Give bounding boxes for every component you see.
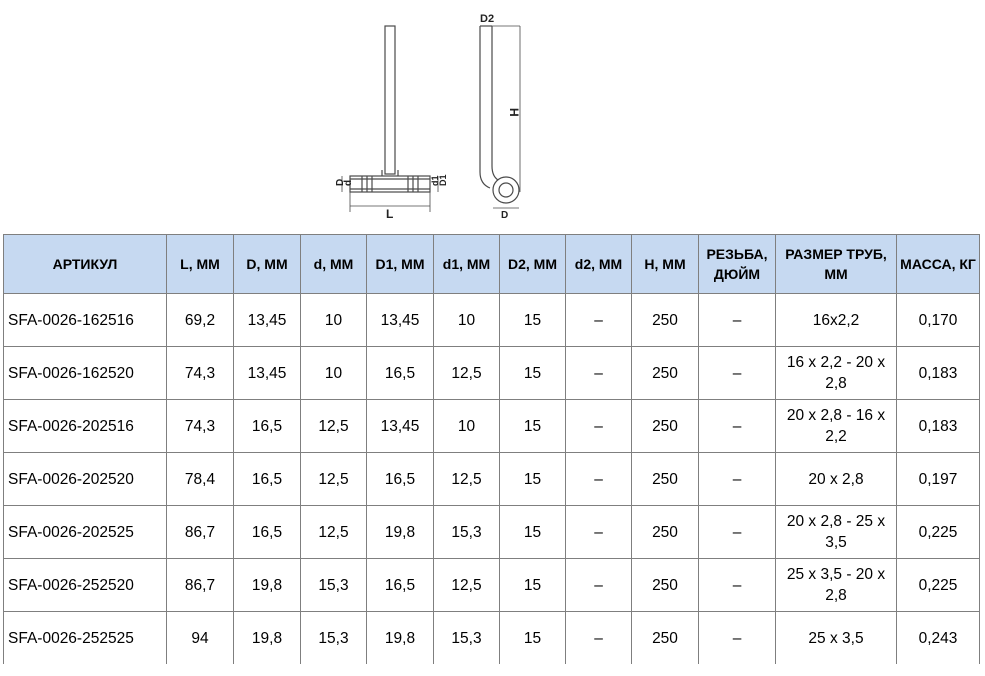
table-cell: 19,8 (367, 612, 434, 665)
table-cell: – (566, 347, 632, 400)
table-cell: – (566, 294, 632, 347)
table-cell: 250 (632, 347, 699, 400)
article-cell: SFA-0026-252520 (4, 559, 167, 612)
table-cell: 78,4 (167, 453, 234, 506)
technical-drawing (320, 4, 550, 220)
header-cell: D, ММ (234, 235, 301, 294)
table-cell: 15,3 (301, 559, 367, 612)
label-front-d-outer: D (335, 178, 346, 186)
table-cell: – (566, 559, 632, 612)
table-cell: 250 (632, 506, 699, 559)
table-cell: 94 (167, 612, 234, 665)
header-cell: МАССА, КГ (897, 235, 980, 294)
table-cell: 16,5 (234, 506, 301, 559)
table-cell: 0,183 (897, 347, 980, 400)
label-front-l: L (386, 207, 394, 220)
table-cell: 16,5 (234, 400, 301, 453)
table-cell: 12,5 (434, 559, 500, 612)
table-cell: 25 х 3,5 - 20 х 2,8 (776, 559, 897, 612)
article-cell: SFA-0026-202520 (4, 453, 167, 506)
table-cell: 15 (500, 453, 566, 506)
header-cell: D1, ММ (367, 235, 434, 294)
header-cell: РАЗМЕР ТРУБ, ММ (776, 235, 897, 294)
table-cell: 69,2 (167, 294, 234, 347)
table-cell: 0,183 (897, 400, 980, 453)
table-cell: 19,8 (367, 506, 434, 559)
table-cell: – (566, 612, 632, 665)
table-cell: 0,197 (897, 453, 980, 506)
table-cell: 0,170 (897, 294, 980, 347)
table-cell: 13,45 (367, 400, 434, 453)
table-cell: 12,5 (301, 400, 367, 453)
table-cell: 13,45 (234, 294, 301, 347)
table-cell: 13,45 (367, 294, 434, 347)
front-view (342, 26, 438, 212)
table-cell: 16,5 (367, 347, 434, 400)
header-cell: РЕЗЬБА, ДЮЙМ (699, 235, 776, 294)
label-side-d: D (501, 210, 509, 220)
header-cell: АРТИКУЛ (4, 235, 167, 294)
table-cell: 16,5 (234, 453, 301, 506)
table-row (4, 400, 980, 453)
table-cell: 0,243 (897, 612, 980, 665)
table-cell: 20 х 2,8 (776, 453, 897, 506)
article-cell: SFA-0026-162516 (4, 294, 167, 347)
table-cell: 12,5 (301, 453, 367, 506)
table-cell: 13,45 (234, 347, 301, 400)
table-cell: – (566, 400, 632, 453)
table-cell: – (566, 453, 632, 506)
table-cell: 0,225 (897, 506, 980, 559)
label-side-d2: D2 (480, 13, 495, 25)
table-cell: – (699, 294, 776, 347)
table-cell: 12,5 (434, 453, 500, 506)
table-cell: 15 (500, 559, 566, 612)
table-cell: 10 (301, 347, 367, 400)
table-cell: 16,5 (367, 453, 434, 506)
table-cell: 15 (500, 347, 566, 400)
header-cell: H, ММ (632, 235, 699, 294)
table-cell: 10 (301, 294, 367, 347)
table-cell: 15,3 (434, 506, 500, 559)
table-cell: – (699, 453, 776, 506)
header-cell: D2, ММ (500, 235, 566, 294)
table-row (4, 559, 980, 612)
article-cell: SFA-0026-202516 (4, 400, 167, 453)
table-cell: 250 (632, 612, 699, 665)
side-view (480, 26, 520, 208)
spec-table (3, 234, 980, 664)
table-cell: 250 (632, 453, 699, 506)
table-row (4, 612, 980, 665)
table-cell: 15,3 (434, 612, 500, 665)
table-cell: 15 (500, 400, 566, 453)
header-cell: d, ММ (301, 235, 367, 294)
table-cell: 10 (434, 294, 500, 347)
table-row (4, 453, 980, 506)
article-cell: SFA-0026-162520 (4, 347, 167, 400)
table-cell: – (566, 506, 632, 559)
label-side-h: H (507, 108, 521, 117)
table-cell: 15 (500, 294, 566, 347)
table-row (4, 506, 980, 559)
table-cell: 250 (632, 400, 699, 453)
table-cell: 12,5 (301, 506, 367, 559)
table-cell: – (699, 400, 776, 453)
table-cell: – (699, 506, 776, 559)
table-cell: 10 (434, 400, 500, 453)
table-cell: 16х2,2 (776, 294, 897, 347)
table-cell: 20 х 2,8 - 25 х 3,5 (776, 506, 897, 559)
table-cell: 86,7 (167, 506, 234, 559)
table-cell: 74,3 (167, 400, 234, 453)
table-cell: 12,5 (434, 347, 500, 400)
table-cell: 20 х 2,8 - 16 х 2,2 (776, 400, 897, 453)
article-cell: SFA-0026-252525 (4, 612, 167, 665)
table-cell: 16 х 2,2 - 20 х 2,8 (776, 347, 897, 400)
table-cell: 15 (500, 506, 566, 559)
label-front-d-inner: d (343, 179, 354, 186)
table-cell: 250 (632, 294, 699, 347)
label-front-d1: D1 (438, 174, 448, 186)
table-cell: 86,7 (167, 559, 234, 612)
table-cell: 15 (500, 612, 566, 665)
table-cell: 250 (632, 559, 699, 612)
table-cell: 0,225 (897, 559, 980, 612)
table-cell: 16,5 (367, 559, 434, 612)
header-cell: d1, ММ (434, 235, 500, 294)
label-front-d1-inner: d1 (430, 175, 440, 186)
table-cell: – (699, 612, 776, 665)
table-row (4, 294, 980, 347)
table-cell: 19,8 (234, 612, 301, 665)
article-cell: SFA-0026-202525 (4, 506, 167, 559)
table-cell: 25 х 3,5 (776, 612, 897, 665)
vertical-tube (385, 26, 395, 174)
pipe-ring-outer (493, 177, 519, 203)
table-header-row (4, 235, 980, 294)
table-cell: 74,3 (167, 347, 234, 400)
table-cell: 15,3 (301, 612, 367, 665)
header-cell: L, ММ (167, 235, 234, 294)
table-cell: – (699, 559, 776, 612)
side-tube (480, 26, 498, 188)
table-cell: – (699, 347, 776, 400)
header-cell: d2, ММ (566, 235, 632, 294)
table-cell: 19,8 (234, 559, 301, 612)
table-row (4, 347, 980, 400)
